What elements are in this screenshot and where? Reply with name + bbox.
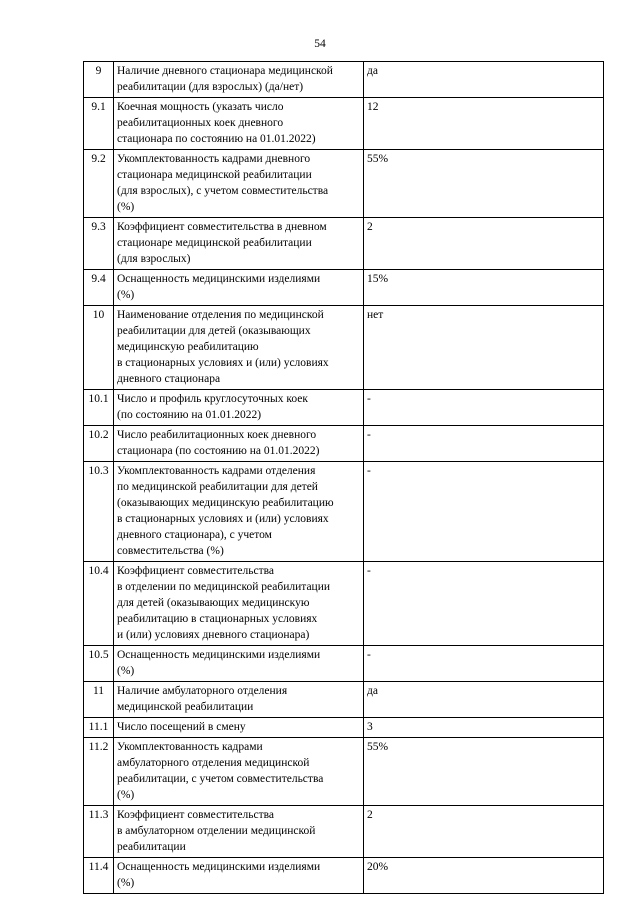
- row-number: 9.3: [84, 218, 114, 270]
- table-row: [84, 562, 604, 646]
- row-indicator: Наименование отделения по медицинской реабилитации для детей (оказывающих медицинскую реабилитацию в стационарных условиях и (или) условиях дневного стационара: [114, 306, 364, 390]
- table-row: [84, 98, 604, 150]
- row-value: 55%: [364, 738, 604, 806]
- row-number: 11.3: [84, 806, 114, 858]
- table-row: [84, 426, 604, 462]
- row-number: 11.4: [84, 858, 114, 894]
- table-row: [84, 306, 604, 390]
- row-indicator: Число посещений в смену: [114, 718, 364, 738]
- row-value: 12: [364, 98, 604, 150]
- row-value: да: [364, 682, 604, 718]
- row-number: 11.2: [84, 738, 114, 806]
- row-indicator: Наличие дневного стационара медицинской реабилитации (для взрослых) (да/нет): [114, 62, 364, 98]
- row-value: -: [364, 390, 604, 426]
- page-number: 54: [314, 38, 326, 50]
- row-indicator: Укомплектованность кадрами дневного стационара медицинской реабилитации (для взрослых), с учетом совместительства (%): [114, 150, 364, 218]
- table-row: [84, 806, 604, 858]
- row-number: 10: [84, 306, 114, 390]
- row-value: 2: [364, 806, 604, 858]
- table-row: [84, 150, 604, 218]
- row-number: 10.5: [84, 646, 114, 682]
- row-indicator: Коэффициент совместительства в отделении по медицинской реабилитации для детей (оказывающих медицинскую реабилитацию в стационарных условиях и (или) условиях дневного стационара): [114, 562, 364, 646]
- row-value: 15%: [364, 270, 604, 306]
- row-number: 10.3: [84, 462, 114, 562]
- row-indicator: Коэффициент совместительства в дневном стационаре медицинской реабилитации (для взрослых): [114, 218, 364, 270]
- table-row: [84, 718, 604, 738]
- report-table-body: [84, 62, 604, 894]
- row-indicator: Наличие амбулаторного отделения медицинской реабилитации: [114, 682, 364, 718]
- row-value: 20%: [364, 858, 604, 894]
- row-indicator: Оснащенность медицинскими изделиями (%): [114, 270, 364, 306]
- row-indicator: Укомплектованность кадрами амбулаторного отделения медицинской реабилитации, с учетом совместительства (%): [114, 738, 364, 806]
- row-number: 9.2: [84, 150, 114, 218]
- table-row: [84, 270, 604, 306]
- row-number: 9.4: [84, 270, 114, 306]
- row-indicator: Коечная мощность (указать число реабилитационных коек дневного стационара по состоянию на 01.01.2022): [114, 98, 364, 150]
- row-number: 10.2: [84, 426, 114, 462]
- report-table: [83, 61, 604, 894]
- row-number: 11: [84, 682, 114, 718]
- row-value: 3: [364, 718, 604, 738]
- row-number: 11.1: [84, 718, 114, 738]
- row-indicator: Число и профиль круглосуточных коек (по состоянию на 01.01.2022): [114, 390, 364, 426]
- table-row: [84, 646, 604, 682]
- row-value: -: [364, 462, 604, 562]
- row-number: 10.4: [84, 562, 114, 646]
- table-row: [84, 682, 604, 718]
- row-value: нет: [364, 306, 604, 390]
- table-row: [84, 218, 604, 270]
- table-row: [84, 858, 604, 894]
- row-value: 2: [364, 218, 604, 270]
- row-number: 9: [84, 62, 114, 98]
- row-value: -: [364, 426, 604, 462]
- table-row: [84, 390, 604, 426]
- row-value: да: [364, 62, 604, 98]
- row-value: -: [364, 646, 604, 682]
- table-row: [84, 738, 604, 806]
- row-indicator: Коэффициент совместительства в амбулаторном отделении медицинской реабилитации: [114, 806, 364, 858]
- table-row: [84, 462, 604, 562]
- row-number: 9.1: [84, 98, 114, 150]
- row-number: 10.1: [84, 390, 114, 426]
- row-indicator: Укомплектованность кадрами отделения по медицинской реабилитации для детей (оказывающих медицинскую реабилитацию в стационарных условиях и (или) условиях дневного стационара), с учетом совместительства (%): [114, 462, 364, 562]
- row-value: 55%: [364, 150, 604, 218]
- row-indicator: Оснащенность медицинскими изделиями (%): [114, 858, 364, 894]
- row-value: -: [364, 562, 604, 646]
- row-indicator: Оснащенность медицинскими изделиями (%): [114, 646, 364, 682]
- row-indicator: Число реабилитационных коек дневного стационара (по состоянию на 01.01.2022): [114, 426, 364, 462]
- table-row: [84, 62, 604, 98]
